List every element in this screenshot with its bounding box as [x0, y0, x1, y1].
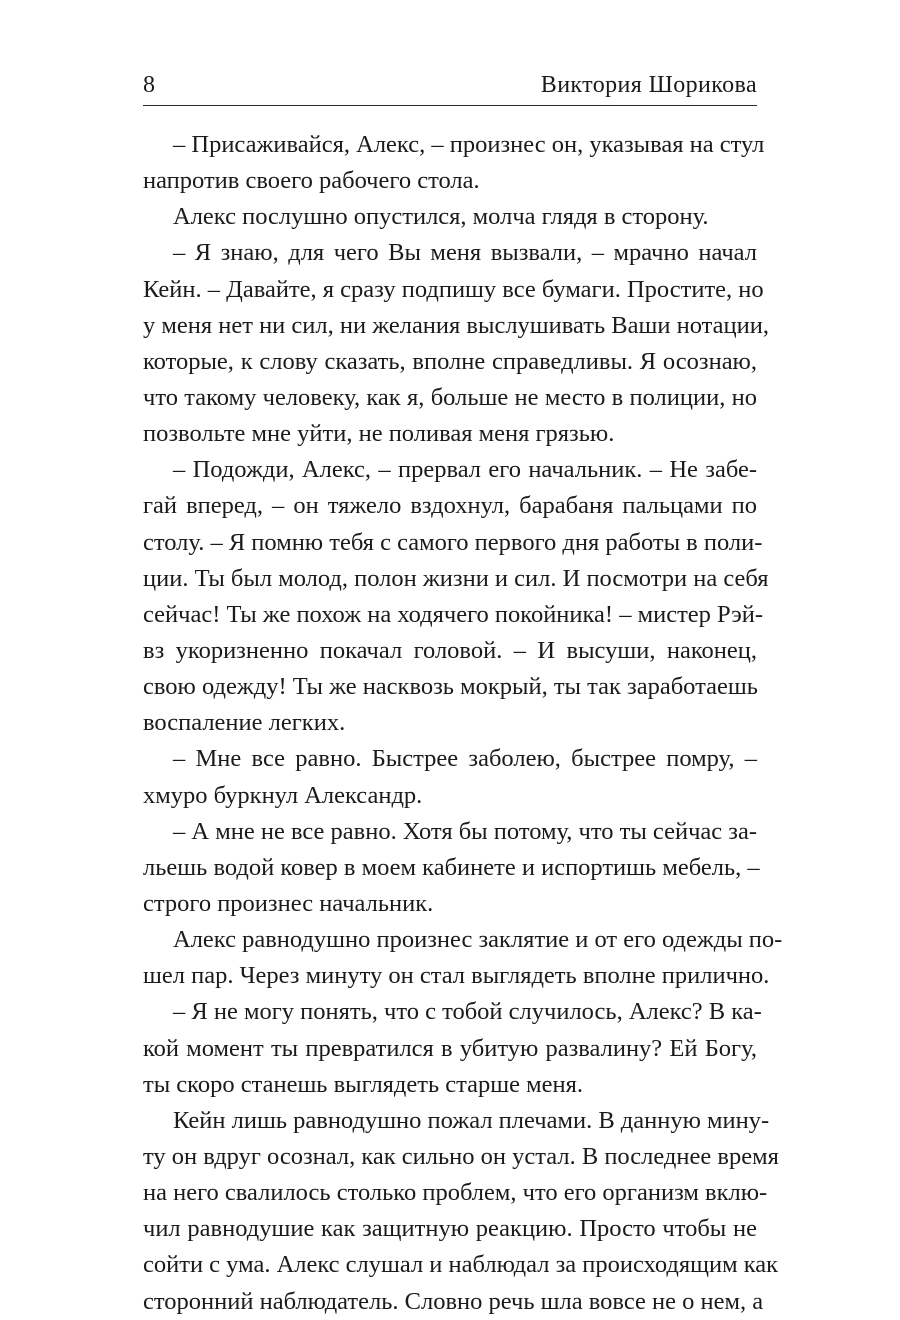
text-line: которые, к слову сказать, вполне справедливы. Я осознаю, [143, 347, 757, 375]
text-line: Кейн лишь равнодушно пожал плечами. В данную мину- [173, 1106, 770, 1134]
text-line: на него свалилось столько проблем, что его организм вклю- [143, 1179, 768, 1207]
text-line: столу. – Я помню тебя с самого первого дня работы в поли- [143, 528, 763, 556]
text-line: – Я знаю, для чего Вы меня вызвали, – мрачно начал [173, 239, 757, 267]
text-line: у меня нет ни сил, ни желания выслушивать Ваши нотации, [143, 311, 769, 339]
text-line: сторонний наблюдатель. Словно речь шла вовсе не о нем, а [143, 1287, 764, 1315]
text-line: кой момент ты превратился в убитую развалину? Ей Богу, [143, 1034, 757, 1062]
text-line: – А мне не все равно. Хотя бы потому, что ты сейчас за- [173, 817, 757, 845]
text-line: ты скоро станешь выглядеть старше меня. [143, 1070, 584, 1098]
text-line: чил равнодушие как защитную реакцию. Просто чтобы не [143, 1215, 757, 1243]
text-line: ту он вдруг осознал, как сильно он устал. В последнее время [143, 1142, 779, 1170]
running-head [143, 66, 757, 100]
author-name: Виктория Шорикова [540, 72, 757, 98]
text-line: льешь водой ковер в моем кабинете и испортишь мебель, – [143, 853, 760, 881]
text-line: – Мне все равно. Быстрее заболею, быстрее помру, – [173, 745, 757, 773]
text-line: – Я не могу понять, что с тобой случилось, Алекс? В ка- [173, 998, 762, 1026]
text-line: сейчас! Ты же похож на ходячего покойника! – мистер Рэй- [143, 600, 764, 628]
text-line: строго произнес начальник. [143, 889, 434, 917]
text-line: вз укоризненно покачал головой. – И высуши, наконец, [143, 636, 757, 664]
text-line: что такому человеку, как я, больше не место в полиции, но [143, 383, 757, 411]
text-line: – Подожди, Алекс, – прервал его начальник. – Не забе- [173, 456, 757, 484]
text-line: свою одежду! Ты же насквозь мокрый, ты так заработаешь [143, 673, 758, 701]
text-line: хмуро буркнул Александр. [143, 781, 423, 809]
text-line: позвольте мне уйти, не поливая меня грязью. [143, 420, 615, 448]
text-line: Кейн. – Давайте, я сразу подпишу все бумаги. Простите, но [143, 275, 764, 303]
header-rule [143, 105, 757, 106]
text-line: – Присаживайся, Алекс, – произнес он, указывая на стул [173, 131, 765, 158]
text-line: Алекс послушно опустился, молча глядя в сторону. [173, 203, 709, 231]
text-line: Алекс равнодушно произнес заклятие и от его одежды по- [173, 926, 783, 954]
text-line: гай вперед, – он тяжело вздохнул, барабаня пальцами по [143, 492, 757, 520]
text-line: ции. Ты был молод, полон жизни и сил. И посмотри на себя [143, 564, 769, 592]
text-line: сойти с ума. Алекс слушал и наблюдал за происходящим как [143, 1251, 779, 1279]
text-line: напротив своего рабочего стола. [143, 167, 480, 195]
text-line: шел пар. Через минуту он стал выглядеть вполне прилично. [143, 962, 770, 990]
page-number: 8 [143, 72, 156, 98]
text-line: воспаление легких. [143, 709, 346, 737]
body-text [143, 127, 783, 1320]
